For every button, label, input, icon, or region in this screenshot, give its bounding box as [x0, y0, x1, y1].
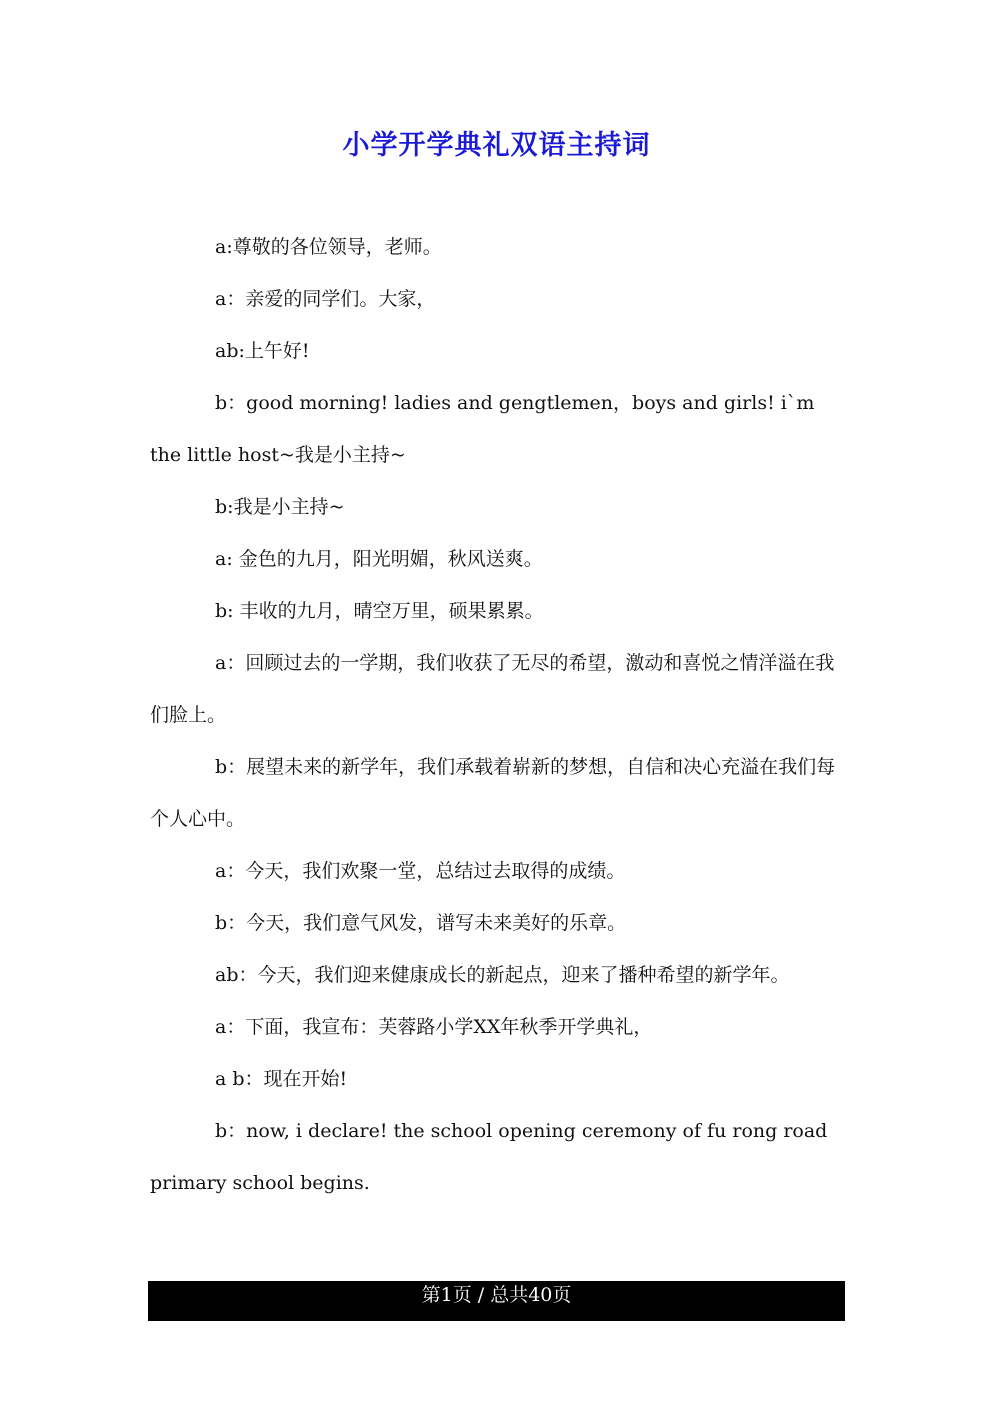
paragraph: ab：今天，我们迎来健康成长的新起点，迎来了播种希望的新学年。: [215, 964, 790, 986]
document-body: [150, 221, 840, 1209]
paragraph: a：今天，我们欢聚一堂，总结过去取得的成绩。: [215, 860, 626, 882]
paragraph: b：now, i declare! the school opening ceremony of fu rong road primary school begins.: [150, 1120, 828, 1194]
paragraph: b：今天，我们意气风发，谱写未来美好的乐章。: [215, 912, 627, 934]
paragraph: a b：现在开始!: [215, 1068, 348, 1090]
paragraph: a:尊敬的各位领导，老师。: [215, 236, 442, 258]
paragraph: a：亲爱的同学们。大家，: [215, 288, 436, 310]
paragraph: b:我是小主持~: [215, 496, 345, 518]
page-footer: [148, 1281, 845, 1321]
paragraph: a：下面，我宣布：芙蓉路小学XX年秋季开学典礼，: [215, 1016, 653, 1038]
paragraph: ab:上午好!: [215, 340, 310, 362]
paragraph: a: 金色的九月，阳光明媚，秋风送爽。: [215, 548, 543, 570]
paragraph: a：回顾过去的一学期，我们收获了无尽的希望，激动和喜悦之情洋溢在我们脸上。: [150, 652, 835, 726]
paragraph: b: 丰收的九月，晴空万里，硕果累累。: [215, 600, 544, 622]
paragraph: b：展望未来的新学年，我们承载着崭新的梦想，自信和决心充溢在我们每个人心中。: [150, 756, 836, 830]
page-indicator: 第1页 / 总共40页: [421, 1284, 572, 1306]
document-title: 小学开学典礼双语主持词: [342, 130, 651, 161]
paragraph: b：good morning! ladies and gengtlemen，boys and girls! i`m the little host~我是小主持~: [150, 392, 815, 466]
